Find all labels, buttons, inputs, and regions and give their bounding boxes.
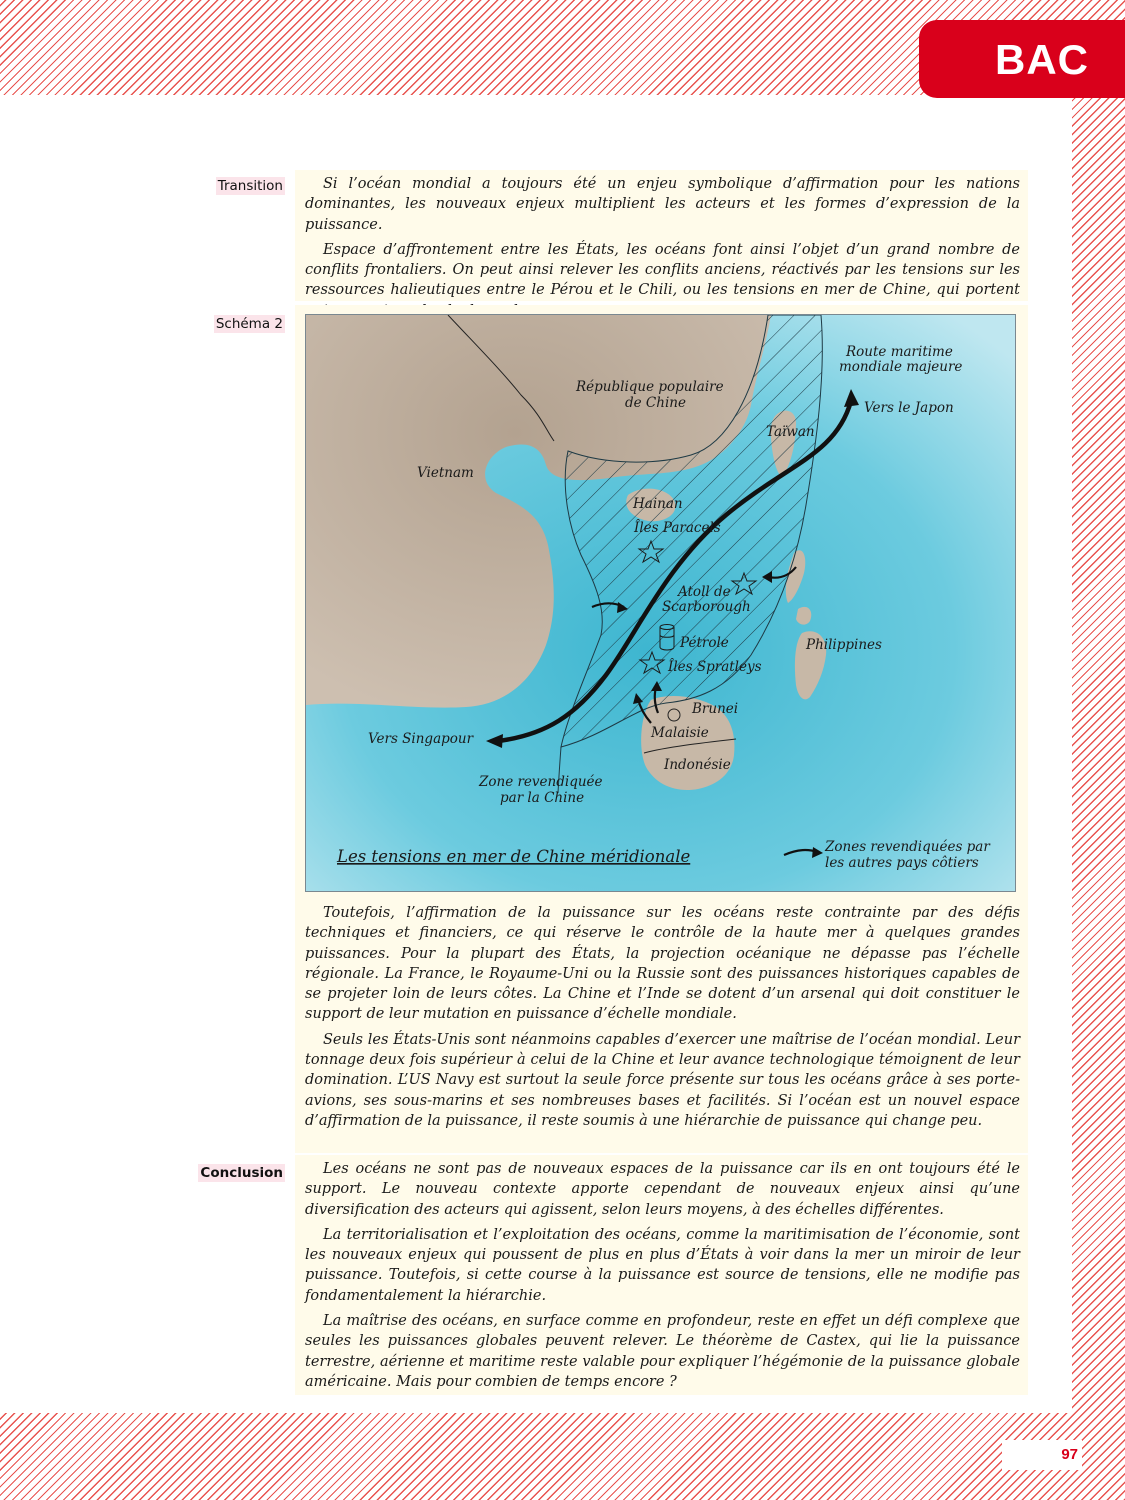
label-indonesie: Indonésie — [664, 757, 731, 773]
label-scarborough-2: Scarborough — [662, 599, 751, 615]
paragraph: La maîtrise des océans, en surface comme en profondeur, reste en effet un défi complexe que seules les puissances globales peuvent relever. Le théorème de Castex, qui lie la puissance terrestre, aérienne et maritime reste valable pour expliquer l’hégémonie de la puissance globale américaine. Mais pour combien de temps encore ? — [305, 1313, 1020, 1390]
label-singapour: Vers Singapour — [368, 731, 474, 747]
section-label-transition: Transition — [217, 178, 283, 194]
paragraph: Les océans ne sont pas de nouveaux espaces de la puissance car ils en ont toujours été le support. Le nouveau contexte apporte cependant de nouveaux enjeux ainsi qu’une diversification des acteurs qui agissent, selon leurs moyens, à des échelles différentes. — [305, 1161, 1020, 1218]
paragraph: Seuls les États-Unis sont néanmoins capables d’exercer une maîtrise de l’océan mondial. Leur tonnage deux fois supérieur à celui de la Chine et leur avance technologique témoignent de leur domination. L’US Navy est surtout la seule force présente sur tous les océans grâce à ses porte-avions, ses sous-marins et ses nombreuses bases et facilités. Si l’océan est un nouvel espace d’affirmation de la puissance, il reste soumis à une hiérarchie de puissance qui change peu. — [305, 1031, 1020, 1129]
label-china-2: de Chine — [625, 395, 686, 411]
label-china-1: République populaire — [576, 379, 724, 395]
label-philippines: Philippines — [806, 637, 882, 653]
paragraph: La territorialisation et l’exploitation des océans, comme la maritimisation de l’économie, sont les nouveaux enjeux qui poussent de plus en plus d’États à voir dans la mer un miroir de leur puissance. Toutefois, si cette course à la puissance est source de tensions, elle ne modifie pas fondamentalement la hiérarchie. — [305, 1226, 1020, 1304]
legend-text-1: Zones revendiquées par — [825, 839, 990, 855]
island-philippines — [796, 607, 811, 625]
map-title: Les tensions en mer de Chine méridionale — [337, 847, 691, 866]
label-paracels: Îles Paracels — [634, 520, 721, 536]
paragraph: Espace d’affrontement entre les États, les océans font ainsi l’objet d’un grand nombre de conflits frontaliers. On peut ainsi relever les conflits anciens, réactivés par les tensions sur les ressources halieutiques entre le Pérou et le Chili, ou les tensions en mer de Chine, qui portent — [305, 241, 1020, 299]
label-spratleys: Îles Spratleys — [668, 659, 762, 675]
label-hainan: Hainan — [633, 496, 683, 512]
label-brunei: Brunei — [692, 701, 739, 717]
transition-text — [295, 170, 1028, 301]
page-number: 97 — [1002, 1440, 1082, 1470]
section-label-schema: Schéma 2 — [215, 316, 283, 332]
label-malaisie: Malaisie — [651, 725, 709, 741]
label-scarborough-1: Atoll de — [678, 584, 731, 600]
section-label-conclusion: Conclusion — [200, 1165, 283, 1181]
map-south-china-sea — [305, 314, 1016, 892]
label-route-2: mondiale majeure — [839, 359, 963, 375]
bac-badge: BAC — [919, 20, 1125, 98]
paragraph: Toutefois, l’affirmation de la puissance sur les océans reste contrainte par des défis techniques et financiers, ce qui réserve le contrôle de la haute mer à quelques grandes puissances. Pour la plupart des États, la projection océanique ne dépasse pas l’échelle régionale. La France, le Royaume-Uni ou la Russie sont des puissances historiques capables de se projeter loin de leurs côtes. La Chine et l’Inde se dotent d’un arsenal qui doit constituer le support de leur mutation en puissance d’échelle mondiale. — [305, 905, 1020, 1023]
decorative-hatch-bottom — [0, 1413, 1125, 1500]
label-petrole: Pétrole — [680, 635, 729, 651]
paragraph: Si l’océan mondial a toujours été un enjeu symbolique d’affirmation pour les nations dominantes, les nouveaux enjeux multiplient les acteurs et les formes d’expression de la puissance. — [305, 176, 1020, 233]
map-svg — [306, 315, 1016, 892]
label-taiwan: Taïwan — [766, 424, 815, 440]
decorative-hatch-right — [1072, 95, 1125, 1415]
label-zone-chine-1: Zone revendiquée — [479, 774, 603, 790]
conclusion-text — [295, 1155, 1028, 1395]
label-japon: Vers le Japon — [864, 400, 954, 416]
legend-text-2: les autres pays côtiers — [825, 855, 979, 871]
label-route-1: Route maritime — [846, 344, 953, 360]
label-vietnam: Vietnam — [417, 465, 474, 481]
label-zone-chine-2: par la Chine — [500, 790, 585, 806]
